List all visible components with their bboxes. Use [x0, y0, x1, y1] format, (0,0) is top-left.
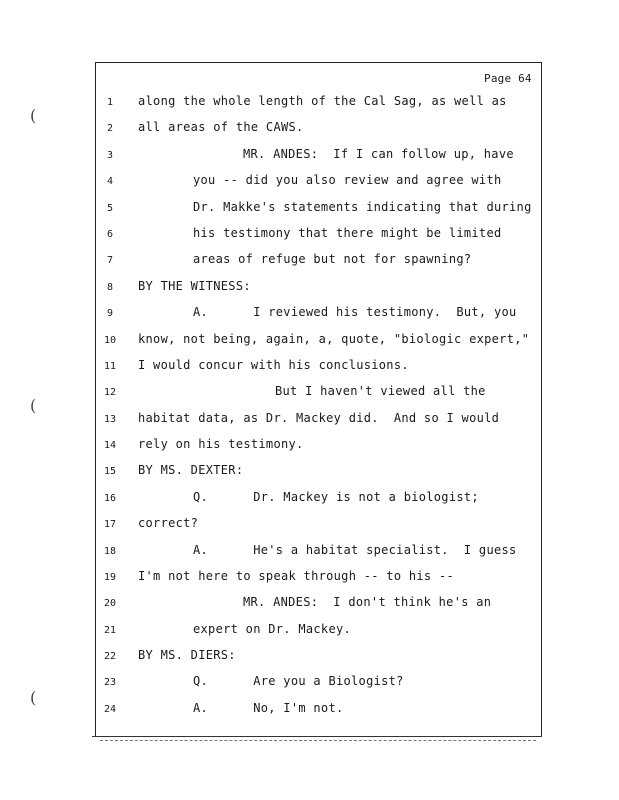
line-number: 16 — [103, 493, 117, 504]
transcript-line — [0, 701, 619, 719]
line-number: 9 — [106, 308, 114, 319]
transcript-line — [0, 595, 619, 613]
line-text: A. He's a habitat specialist. I guess — [193, 543, 517, 557]
transcript-line — [0, 622, 619, 640]
line-number: 1 — [106, 97, 114, 108]
transcript-line — [0, 569, 619, 587]
transcript-line — [0, 411, 619, 429]
line-text: his testimony that there might be limited — [193, 226, 502, 240]
binding-hole-mark: ( — [30, 106, 37, 125]
line-number: 22 — [103, 651, 117, 662]
transcript-line — [0, 173, 619, 191]
line-number: 7 — [106, 255, 114, 266]
transcript-line — [0, 516, 619, 534]
transcript-line — [0, 147, 619, 165]
transcript-line — [0, 252, 619, 270]
line-text: areas of refuge but not for spawning? — [193, 252, 472, 266]
line-text: BY MS. DEXTER: — [138, 463, 244, 477]
line-text: expert on Dr. Mackey. — [193, 622, 352, 636]
transcript-line — [0, 332, 619, 350]
line-text: I would concur with his conclusions. — [138, 358, 409, 372]
line-text: A. I reviewed his testimony. But, you — [193, 305, 517, 319]
line-number: 6 — [106, 229, 114, 240]
line-number: 4 — [106, 176, 114, 187]
transcript-line — [0, 543, 619, 561]
line-number: 11 — [103, 361, 117, 372]
transcript-line — [0, 490, 619, 508]
transcript-line — [0, 305, 619, 323]
line-text: correct? — [138, 516, 199, 530]
line-text: you -- did you also review and agree with — [193, 173, 502, 187]
page-number: Page 64 — [484, 72, 532, 85]
transcript-line — [0, 674, 619, 692]
line-number: 24 — [103, 704, 117, 715]
line-number: 21 — [103, 625, 117, 636]
line-text: rely on his testimony. — [138, 437, 304, 451]
binding-hole-mark: ( — [30, 396, 37, 415]
line-number: 8 — [106, 282, 114, 293]
line-number: 19 — [103, 572, 117, 583]
transcript-line — [0, 384, 619, 402]
transcript-line — [0, 437, 619, 455]
line-text: Q. Dr. Mackey is not a biologist; — [193, 490, 479, 504]
line-text: But I haven't viewed all the — [275, 384, 486, 398]
line-text: I'm not here to speak through -- to his -- — [138, 569, 455, 583]
line-number: 17 — [103, 519, 117, 530]
transcript-line — [0, 279, 619, 297]
line-number: 13 — [103, 414, 117, 425]
line-number: 12 — [103, 387, 117, 398]
line-number: 20 — [103, 598, 117, 609]
line-number: 18 — [103, 546, 117, 557]
line-text: know, not being, again, a, quote, "biologic expert," — [138, 332, 530, 346]
line-text: MR. ANDES: I don't think he's an — [243, 595, 492, 609]
transcript-line — [0, 200, 619, 218]
line-number: 14 — [103, 440, 117, 451]
line-text: along the whole length of the Cal Sag, as well as — [138, 94, 507, 108]
transcript-line — [0, 120, 619, 138]
line-text: habitat data, as Dr. Mackey did. And so I would — [138, 411, 500, 425]
line-text: BY THE WITNESS: — [138, 279, 251, 293]
transcript-line — [0, 94, 619, 112]
transcript-line — [0, 463, 619, 481]
line-text: all areas of the CAWS. — [138, 120, 304, 134]
line-text: MR. ANDES: If I can follow up, have — [243, 147, 514, 161]
line-number: 15 — [103, 466, 117, 477]
line-number: 10 — [103, 335, 117, 346]
transcript-line — [0, 358, 619, 376]
line-text: A. No, I'm not. — [193, 701, 344, 715]
line-number: 23 — [103, 677, 117, 688]
line-text: BY MS. DIERS: — [138, 648, 236, 662]
line-text: Dr. Makke's statements indicating that during — [193, 200, 532, 214]
line-number: 2 — [106, 123, 114, 134]
transcript-line — [0, 648, 619, 666]
page-bottom-rule — [92, 736, 542, 737]
binding-hole-mark: ( — [30, 688, 37, 707]
line-number: 5 — [106, 203, 114, 214]
line-number: 3 — [106, 150, 114, 161]
line-text: Q. Are you a Biologist? — [193, 674, 404, 688]
transcript-line — [0, 226, 619, 244]
page-bottom-rule-faint — [100, 740, 536, 741]
